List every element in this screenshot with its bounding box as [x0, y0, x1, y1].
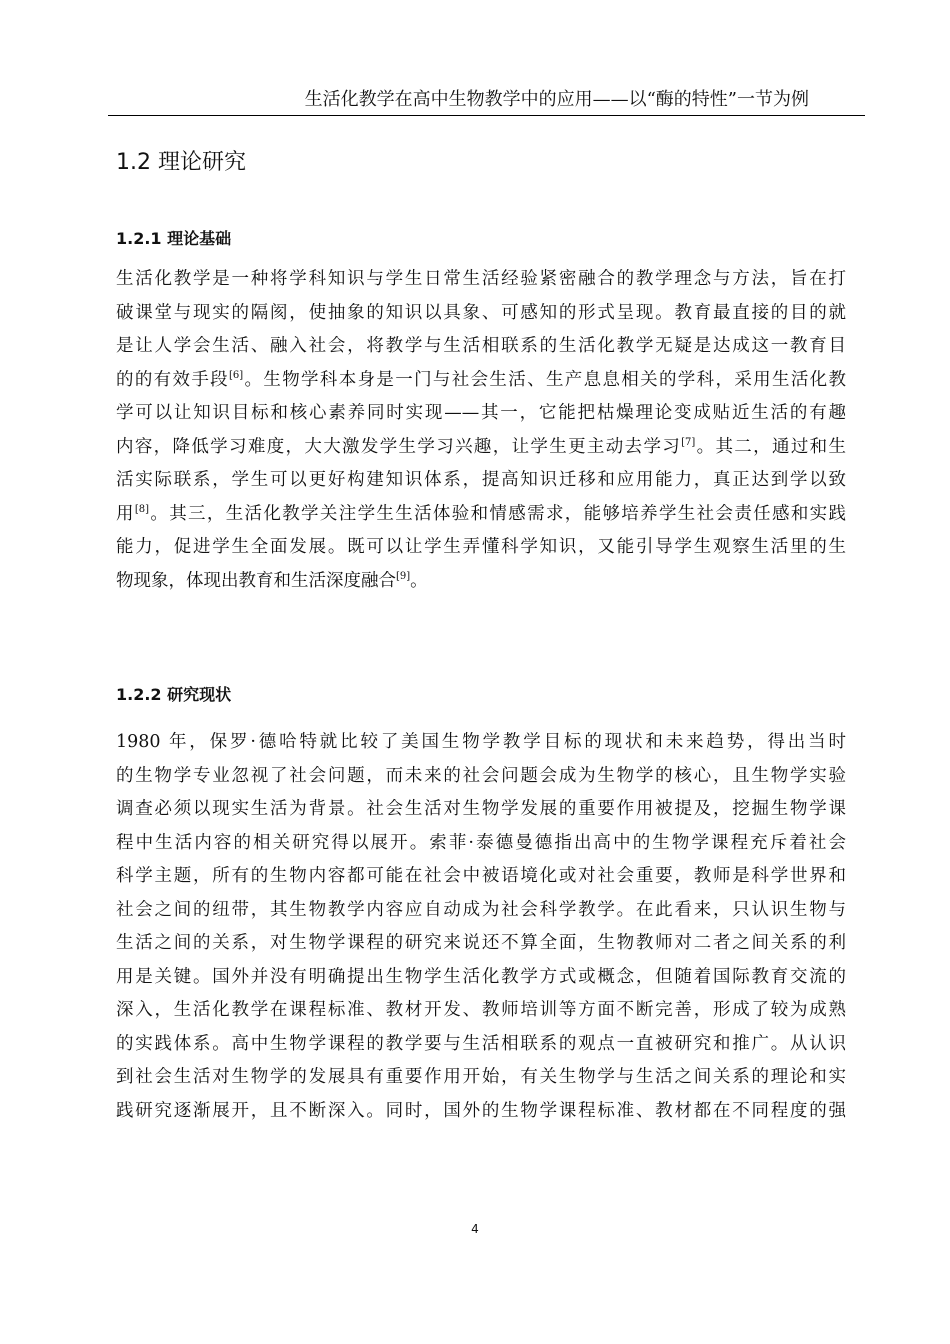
paragraph-line: 的生物学专业忽视了社会问题，而未来的社会问题会成为生物学的核心，且生物学实验	[116, 765, 846, 786]
running-header	[108, 88, 865, 116]
paragraph-line: 的实践体系。高中生物学课程的教学要与生活相联系的观点一直被研究和推广。从认识	[116, 1033, 846, 1054]
paragraph-line: 用是关键。国外并没有明确提出生物学生活化教学方式或概念，但随着国际教育交流的	[116, 966, 846, 987]
paragraph-line: 程中生活内容的相关研究得以展开。索菲·泰德曼德指出高中的生物学课程充斥着社会	[116, 832, 846, 853]
paragraph-line: 践研究逐渐展开，且不断深入。同时，国外的生物学课程标准、教材都在不同程度的强	[116, 1100, 846, 1121]
citation-9: [9]	[396, 570, 411, 582]
paragraph-line: 破课堂与现实的隔阂，使抽象的知识以具象、可感知的形式呈现。教育最直接的目的就	[116, 302, 846, 323]
line-text: 用	[116, 503, 135, 524]
running-header-title: 生活化教学在高中生物教学中的应用——以“酶的特性”一节为例	[304, 89, 809, 110]
paragraph-line: 科学主题，所有的生物内容都可能在社会中被语境化或对社会重要，教师是科学世界和	[116, 866, 846, 886]
line-text: 。其三，生活化教学关注学生生活体验和情感需求，能够培养学生社会责任感和实践	[149, 503, 847, 524]
paragraph-line: 学可以让知识目标和核心素养同时实现——其一，它能把枯燥理论变成贴近生活的有趣	[116, 403, 846, 423]
paragraph-line: 社会之间的纽带，其生物教学内容应自动成为社会科学教学。在此看来，只认识生物与	[116, 899, 846, 920]
paragraph-line: 生活化教学是一种将学科知识与学生日常生活经验紧密融合的教学理念与方法，旨在打	[116, 269, 846, 289]
paragraph-line	[116, 431, 846, 465]
citation-7: [7]	[681, 436, 696, 448]
paragraph-line	[116, 498, 846, 532]
paragraph-line: 1980 年，保罗·德哈特就比较了美国生物学教学目标的现状和未来趋势，得出当时	[116, 732, 846, 752]
paragraph-line: 是让人学会生活、融入社会，将教学与生活相联系的生活化教学无疑是达成这一教育目	[116, 336, 846, 356]
line-text: 的的有效手段	[116, 369, 230, 390]
page-number: 4	[471, 1222, 479, 1236]
subsection-title-theory-basis: 1.2.1 理论基础	[116, 229, 232, 248]
paragraph-line: 活实际联系，学生可以更好构建知识体系，提高知识迁移和应用能力，真正达到学以致	[116, 470, 846, 490]
paragraph-line	[116, 364, 846, 398]
line-text: 物现象，体现出教育和生活深度融合	[116, 570, 396, 591]
paragraph-line	[116, 565, 846, 599]
paragraph-theory-basis	[116, 263, 846, 598]
paragraph-line: 生活之间的关系，对生物学课程的研究来说还不算全面，生物教师对二者之间关系的利	[116, 933, 846, 953]
paragraph-line: 到社会生活对生物学的发展具有重要作用开始，有关生物学与生活之间关系的理论和实	[116, 1067, 846, 1087]
line-text: 。	[410, 570, 428, 591]
section-title: 1.2 理论研究	[116, 150, 246, 175]
line-text: 。生物学科本身是一门与社会生活、生产息息相关的学科，采用生活化教	[243, 369, 847, 390]
line-text: 内容，降低学习难度，大大激发学生学习兴趣，让学生更主动去学习	[116, 436, 682, 457]
subsection-title-research-status: 1.2.2 研究现状	[116, 685, 232, 704]
paragraph-line: 调查必须以现实生活为背景。社会生活对生物学发展的重要作用被提及，挖掘生物学课	[116, 799, 846, 819]
citation-8: [8]	[134, 503, 150, 515]
paragraph-research-status	[116, 726, 846, 1128]
paragraph-line: 深入，生活化教学在课程标准、教材开发、教师培训等方面不断完善，形成了较为成熟	[116, 1000, 846, 1020]
citation-6: [6]	[229, 369, 244, 381]
line-text: 。其二，通过和生	[695, 436, 846, 457]
paragraph-line: 能力，促进学生全面发展。既可以让学生弄懂科学知识，又能引导学生观察生活里的生	[116, 537, 846, 557]
